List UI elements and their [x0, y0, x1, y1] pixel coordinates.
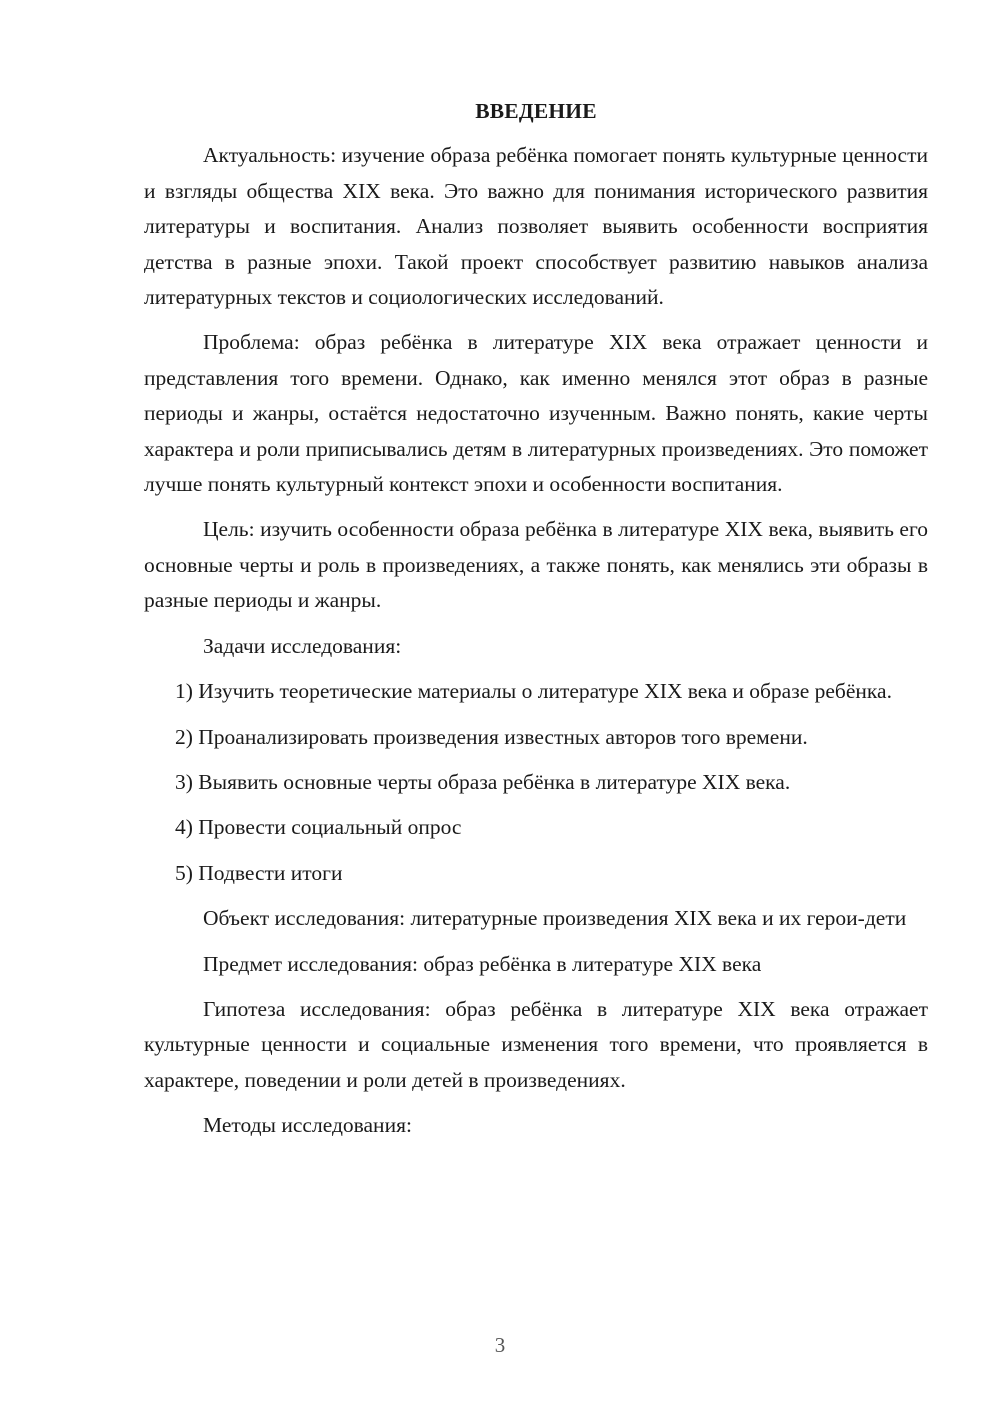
task-item-2: 2) Проанализировать произведения известных авторов того времени.: [175, 724, 808, 749]
subject-paragraph: Предмет исследования: образ ребёнка в литературе XIX века: [203, 951, 762, 976]
task-item-1: 1) Изучить теоретические материалы о литературе XIX века и образе ребёнка.: [175, 679, 892, 704]
object-paragraph: Объект исследования: литературные произведения XIX века и их герои-дети: [203, 906, 907, 931]
goal-paragraph: Цель: изучить особенности образа ребёнка в литературе XIX века, выявить его основные черты и роль в произведениях, а также понять, как менялись эти образы в разные периоды и жанры.: [144, 517, 928, 613]
task-item-5: 5) Подвести итоги: [175, 860, 343, 885]
relevance-paragraph: Актуальность: изучение образа ребёнка помогает понять культурные ценности и взгляды общества XIX века. Это важно для понимания исторического развития литературы и воспитания. Анализ позволяет выявить особенности восприятия детства в разные эпохи. Такой проект способствует развитию навыков анализа литературных текстов и социологических исследований.: [144, 143, 928, 310]
methods-paragraph: Методы исследования:: [203, 1113, 412, 1138]
page-number: 3: [494, 1333, 506, 1357]
section-title: ВВЕДЕНИЕ: [475, 99, 597, 123]
tasks-heading: Задачи исследования:: [203, 633, 402, 658]
task-item-3: 3) Выявить основные черты образа ребёнка в литературе XIX века.: [175, 769, 791, 794]
problem-paragraph: Проблема: образ ребёнка в литературе XIX века отражает ценности и представления того времени. Однако, как именно менялся этот образ в разные периоды и жанры, остаётся недостаточно изученным. Важно понять, какие черты характера и роли приписывались детям в литературных произведениях. Это поможет лучше понять культурный контекст эпохи и особенности воспитания.: [144, 330, 928, 497]
document-page: [144, 94, 928, 1154]
task-item-4: 4) Провести социальный опрос: [175, 815, 462, 840]
hypothesis-paragraph: Гипотеза исследования: образ ребёнка в литературе XIX века отражает культурные ценности и социальные изменения того времени, что проявляется в характере, поведении и роли детей в произведениях.: [144, 996, 928, 1092]
